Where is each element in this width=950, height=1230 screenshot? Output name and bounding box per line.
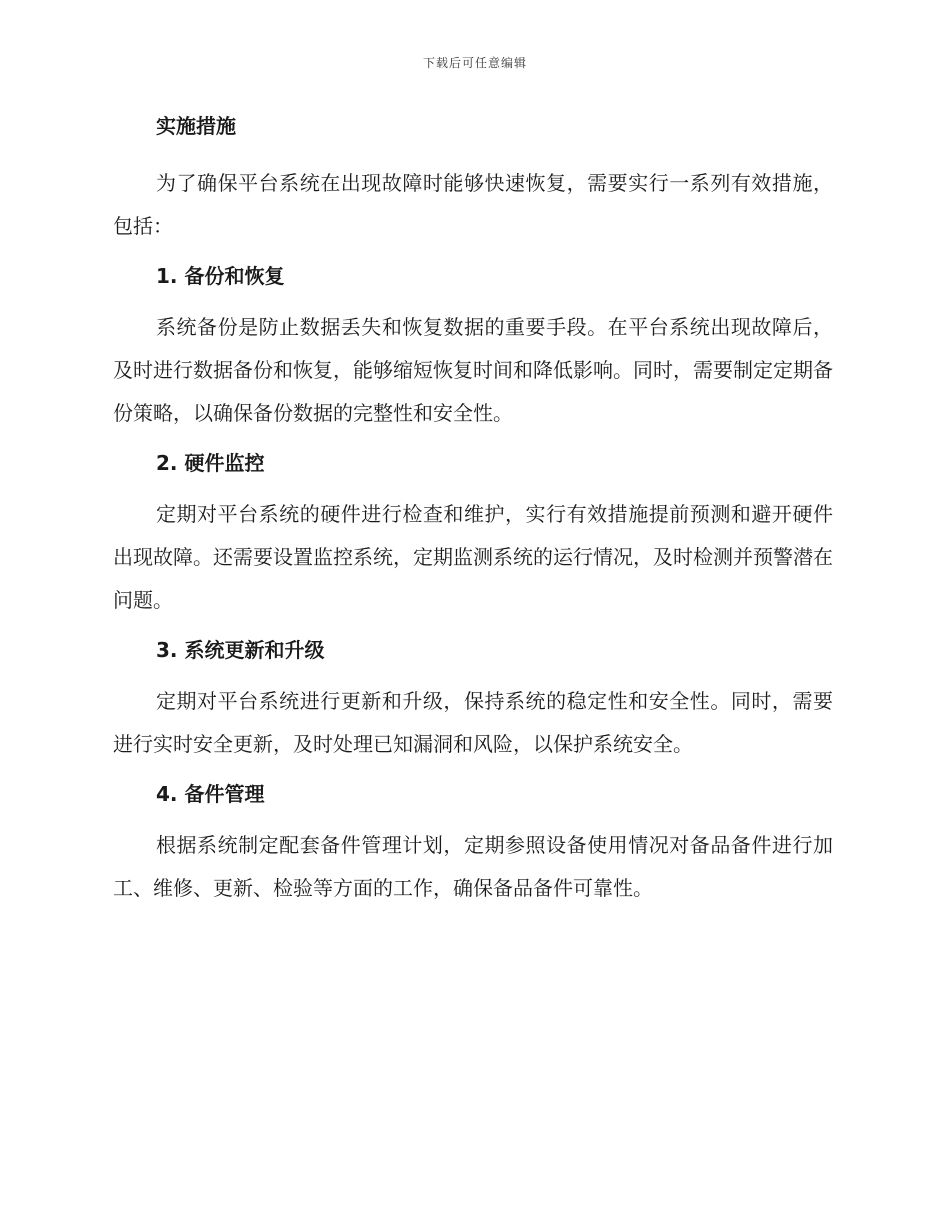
section-title: 实施措施 bbox=[156, 114, 236, 138]
section-heading-backup: 1. 备份和恢复 bbox=[156, 264, 285, 288]
section-heading-update: 3. 系统更新和升级 bbox=[156, 638, 325, 662]
section-body-spares: 根据系统制定配套备件管理计划，定期参照设备使用情况对备品备件进行加工、维修、更新、检验等方面的工作，确保备品备件可靠性。 bbox=[113, 833, 833, 900]
section-body-update: 定期对平台系统进行更新和升级，保持系统的稳定性和安全性。同时，需要进行实时安全更新，及时处理已知漏洞和风险，以保护系统安全。 bbox=[113, 689, 833, 756]
section-heading-hardware: 2. 硬件监控 bbox=[156, 451, 265, 475]
section-body-backup: 系统备份是防止数据丢失和恢复数据的重要手段。在平台系统出现故障后，及时进行数据备份和恢复，能够缩短恢复时间和降低影响。同时，需要制定定期备份策略，以确保备份数据的完整性和安全性。 bbox=[113, 315, 833, 425]
section-body-hardware: 定期对平台系统的硬件进行检查和维护，实行有效措施提前预测和避开硬件出现故障。还需要设置监控系统，定期监测系统的运行情况，及时检测并预警潜在问题。 bbox=[113, 502, 833, 612]
page-header: 下载后可任意编辑 bbox=[422, 56, 527, 70]
section-heading-spares: 4. 备件管理 bbox=[156, 782, 265, 806]
document-body bbox=[113, 110, 833, 910]
intro-paragraph: 为了确保平台系统在出现故障时能够快速恢复，需要实行一系列有效措施，包括： bbox=[113, 171, 833, 238]
